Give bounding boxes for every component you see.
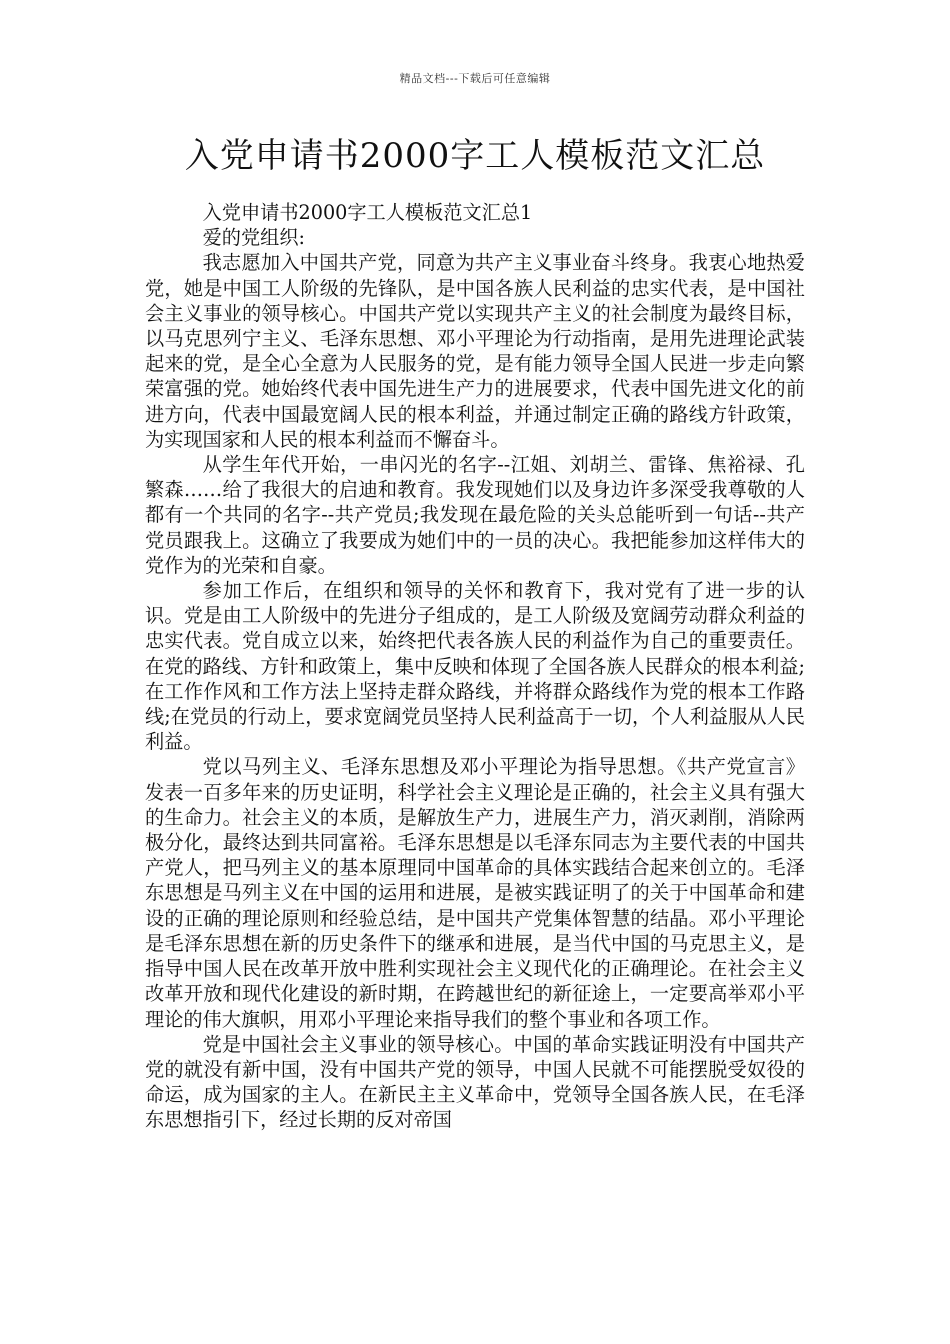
paragraph: 我志愿加入中国共产党，同意为共产主义事业奋斗终身。我衷心地热爱党，她是中国工人阶级的先锋队，是中国各族人民利益的忠实代表，是中国社会主义事业的领导核心。中国共产党以实现共产主义的社会制度为最终目标，以马克思列宁主义、毛泽东思想、邓小平理论为行动指南，是用先进理论武装起来的党，是全心全意为人民服务的党，是有能力领导全国人民进一步走向繁荣富强的党。她始终代表中国先进生产力的进展要求，代表中国先进文化的前进方向，代表中国最宽阔人民的根本利益，并通过制定正确的路线方针政策，为实现国家和人民的根本利益而不懈奋斗。 <box>145 251 805 451</box>
document-subtitle: 入党申请书2000字工人模板范文汇总1 <box>202 201 533 224</box>
paragraph: 党以马列主义、毛泽东思想及邓小平理论为指导思想。《共产党宣言》发表一百多年来的历史证明，科学社会主义理论是正确的，社会主义具有强大的生命力。社会主义的本质，是解放生产力，进展生产力，消灭剥削，消除两极分化，最终达到共同富裕。毛泽东思想是以毛泽东同志为主要代表的中国共产党人，把马列主义的基本原理同中国革命的具体实践结合起来创立的。毛泽东思想是马列主义在中国的运用和进展，是被实践证明了的关于中国革命和建设的正确的理论原则和经验总结，是中国共产党集体智慧的结晶。邓小平理论是毛泽东思想在新的历史条件下的继承和进展，是当代中国的马克思主义，是指导中国人民在改革开放中胜利实现社会主义现代化的正确理论。在社会主义改革开放和现代化建设的新时期，在跨越世纪的新征途上，一定要高举邓小平理论的伟大旗帜，用邓小平理论来指导我们的整个事业和各项工作。 <box>145 755 805 1031</box>
salutation: 爱的党组织: <box>202 226 305 250</box>
paragraph: 从学生年代开始，一串闪光的名字--江姐、刘胡兰、雷锋、焦裕禄、孔繁森……给了我很大的启迪和教育。我发现她们以及身边许多深受我尊敬的人都有一个共同的名字--共产党员;我发现在最危险的关头总能听到一句话--共产党员跟我上。这确立了我要成为她们中的一员的决心。我把能参加这样伟大的党作为的光荣和自豪。 <box>145 453 805 577</box>
document-title: 入党申请书2000字工人模板范文汇总 <box>184 136 766 176</box>
paragraph: 参加工作后，在组织和领导的关怀和教育下，我对党有了进一步的认识。党是由工人阶级中的先进分子组成的，是工人阶级及宽阔劳动群众利益的忠实代表。党自成立以来，始终把代表各族人民的利益作为自己的重要责任。在党的路线、方针和政策上，集中反映和体现了全国各族人民群众的根本利益;在工作作风和工作方法上坚持走群众路线，并将群众路线作为党的根本工作路线;在党员的行动上，要求宽阔党员坚持人民利益高于一切，个人利益服从人民利益。 <box>145 579 805 754</box>
document-body <box>145 200 805 1133</box>
paragraph: 党是中国社会主义事业的领导核心。中国的革命实践证明没有中国共产党的就没有新中国，没有中国共产党的领导，中国人民就不可能摆脱受奴役的命运，成为国家的主人。在新民主主义革命中，党领导全国各族人民，在毛泽东思想指引下，经过长期的反对帝国 <box>145 1032 805 1132</box>
header-note: 精品文档---下载后可任意编辑 <box>399 72 551 85</box>
